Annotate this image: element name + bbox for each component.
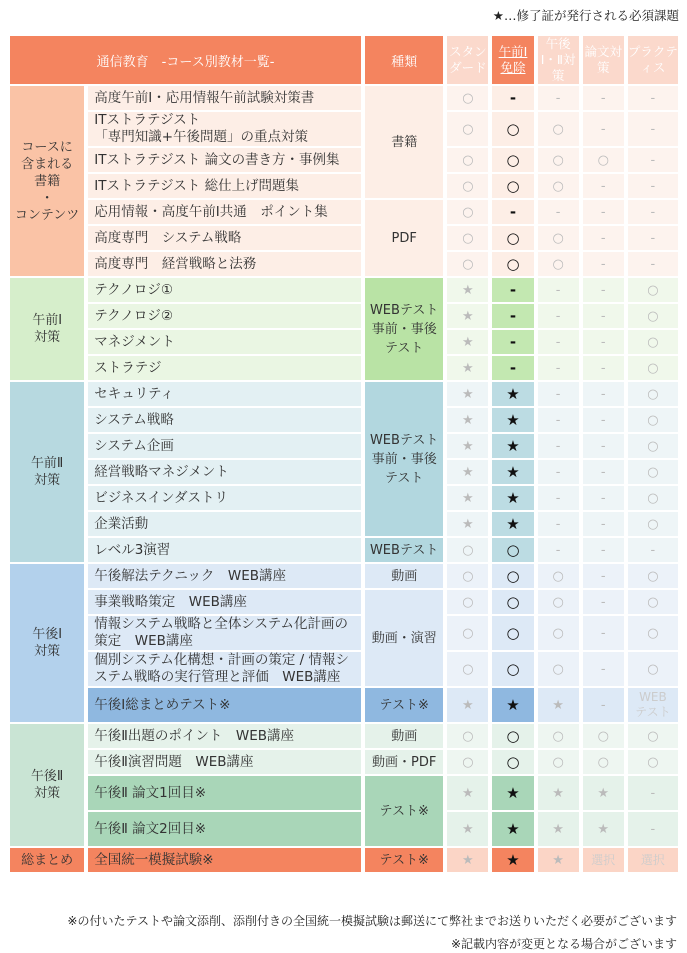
circle-icon: ○ — [492, 226, 533, 250]
circle-icon: ○ — [447, 112, 488, 146]
header-row — [10, 36, 678, 84]
star-icon: ★ — [538, 688, 579, 722]
circle-icon: ○ — [538, 564, 579, 588]
table-row — [10, 616, 678, 650]
not-included-dash: - — [583, 356, 624, 380]
material-title: 全国統一模擬試験※ — [88, 848, 361, 872]
material-title: 高度専門 経営戦略と法務 — [88, 252, 361, 276]
material-title: テクノロジ② — [88, 304, 361, 328]
material-title: ITストラテジスト 「専門知識+午後問題」の重点対策 — [88, 112, 361, 146]
material-type: WEBテスト — [365, 538, 443, 562]
course-header-ronbun: 論文対策 — [583, 36, 624, 84]
material-title: テクノロジ① — [88, 278, 361, 302]
table-row — [10, 86, 678, 110]
material-type: WEBテスト 事前・事後 テスト — [365, 382, 443, 536]
not-included-dash: - — [583, 252, 624, 276]
section-group-label: 午前Ⅱ 対策 — [10, 382, 84, 562]
circle-icon: ○ — [628, 616, 678, 650]
star-icon: ★ — [583, 776, 624, 810]
table-row — [10, 356, 678, 380]
circle-icon: ○ — [628, 408, 678, 432]
star-icon: ★ — [492, 812, 533, 846]
material-title: セキュリティ — [88, 382, 361, 406]
table-row — [10, 512, 678, 536]
circle-icon: ○ — [447, 564, 488, 588]
material-title: 高度専門 システム戦略 — [88, 226, 361, 250]
circle-icon: ○ — [628, 750, 678, 774]
material-title: ITストラテジスト 総仕上げ問題集 — [88, 174, 361, 198]
table-row — [10, 812, 678, 846]
circle-icon: ○ — [492, 724, 533, 748]
type-header: 種類 — [365, 36, 443, 84]
availability-text: 選択 — [628, 848, 678, 872]
not-included-dash: - — [538, 278, 579, 302]
course-header-practice: プラクティス — [628, 36, 678, 84]
circle-icon: ○ — [492, 590, 533, 614]
table-row — [10, 330, 678, 354]
not-included-dash: - — [583, 330, 624, 354]
star-icon: ★ — [447, 776, 488, 810]
not-included-dash: - — [583, 408, 624, 432]
material-title: システム戦略 — [88, 408, 361, 432]
course-materials-table — [6, 34, 682, 874]
star-icon: ★ — [538, 776, 579, 810]
material-title: 午後Ⅰ総まとめテスト※ — [88, 688, 361, 722]
star-icon: ★ — [447, 278, 488, 302]
not-included-dash: - — [628, 252, 678, 276]
not-included-dash: - — [628, 226, 678, 250]
section-group-label: 午後Ⅱ 対策 — [10, 724, 84, 846]
circle-icon: ○ — [447, 750, 488, 774]
star-icon: ★ — [583, 812, 624, 846]
availability-text: WEB テスト — [628, 688, 678, 722]
material-title: システム企画 — [88, 434, 361, 458]
circle-icon: ○ — [538, 226, 579, 250]
star-icon: ★ — [492, 460, 533, 484]
circle-icon: ○ — [492, 616, 533, 650]
star-icon: ★ — [447, 812, 488, 846]
star-icon: ★ — [492, 776, 533, 810]
material-title: レベル3演習 — [88, 538, 361, 562]
not-included-dash: - — [583, 174, 624, 198]
circle-icon: ○ — [538, 252, 579, 276]
table-row — [10, 564, 678, 588]
table-row — [10, 200, 678, 224]
table-row — [10, 174, 678, 198]
not-included-dash: - — [538, 512, 579, 536]
circle-icon: ○ — [447, 226, 488, 250]
star-icon: ★ — [492, 486, 533, 510]
circle-icon: ○ — [583, 750, 624, 774]
circle-icon: ○ — [492, 112, 533, 146]
section-group-label: 午後Ⅰ 対策 — [10, 564, 84, 722]
material-title: 情報システム戦略と全体システム化計画の 策定 WEB講座 — [88, 616, 361, 650]
not-included-dash: - — [538, 356, 579, 380]
circle-icon: ○ — [492, 174, 533, 198]
circle-icon: ○ — [628, 356, 678, 380]
circle-icon: ○ — [492, 148, 533, 172]
material-type: PDF — [365, 200, 443, 276]
not-included-dash: - — [492, 356, 533, 380]
star-icon: ★ — [447, 408, 488, 432]
material-title: マネジメント — [88, 330, 361, 354]
table-row — [10, 538, 678, 562]
footer-note-mail: ※の付いたテストや論文添削、添削付きの全国統一模擬試験は郵送にて弊社までお送りいただく必要がございます — [67, 914, 677, 928]
star-icon: ★ — [492, 512, 533, 536]
not-included-dash: - — [628, 812, 678, 846]
circle-icon: ○ — [628, 564, 678, 588]
material-title: 事業戦略策定 WEB講座 — [88, 590, 361, 614]
circle-icon: ○ — [447, 200, 488, 224]
circle-icon: ○ — [492, 564, 533, 588]
section-group-label: 午前Ⅰ 対策 — [10, 278, 84, 380]
circle-icon: ○ — [628, 278, 678, 302]
not-included-dash: - — [583, 200, 624, 224]
star-icon: ★ — [447, 688, 488, 722]
circle-icon: ○ — [628, 434, 678, 458]
not-included-dash: - — [583, 564, 624, 588]
not-included-dash: - — [628, 174, 678, 198]
not-included-dash: - — [628, 148, 678, 172]
circle-icon: ○ — [628, 652, 678, 686]
not-included-dash: - — [538, 460, 579, 484]
circle-icon: ○ — [447, 724, 488, 748]
course-header-gozen1-menjo: 午前Ⅰ免除 — [492, 36, 533, 84]
circle-icon: ○ — [447, 590, 488, 614]
circle-icon: ○ — [628, 304, 678, 328]
table-row — [10, 848, 678, 872]
not-included-dash: - — [583, 512, 624, 536]
star-icon: ★ — [447, 434, 488, 458]
material-type: 動画・演習 — [365, 590, 443, 686]
star-icon: ★ — [447, 330, 488, 354]
section-group-label: 総まとめ — [10, 848, 84, 872]
star-icon: ★ — [447, 304, 488, 328]
table-row — [10, 590, 678, 614]
material-title: 企業活動 — [88, 512, 361, 536]
table-row — [10, 434, 678, 458]
material-title: 午後Ⅱ 論文2回目※ — [88, 812, 361, 846]
section-group-label: コースに 含まれる 書籍 ・ コンテンツ — [10, 86, 84, 276]
course-header-gogo-taisaku: 午後Ⅰ・Ⅱ対策 — [538, 36, 579, 84]
table-row — [10, 148, 678, 172]
not-included-dash: - — [492, 304, 533, 328]
table-row — [10, 652, 678, 686]
circle-icon: ○ — [447, 148, 488, 172]
star-icon: ★ — [447, 356, 488, 380]
circle-icon: ○ — [538, 652, 579, 686]
not-included-dash: - — [538, 538, 579, 562]
material-type: WEBテスト 事前・事後 テスト — [365, 278, 443, 380]
footer-note-change: ※記載内容が変更となる場合がございます — [450, 937, 677, 951]
table-row — [10, 408, 678, 432]
not-included-dash: - — [538, 408, 579, 432]
star-icon: ★ — [492, 382, 533, 406]
circle-icon: ○ — [538, 616, 579, 650]
material-title: 高度午前Ⅰ・応用情報午前試験対策書 — [88, 86, 361, 110]
star-icon: ★ — [447, 460, 488, 484]
circle-icon: ○ — [447, 616, 488, 650]
material-title: 午後Ⅱ演習問題 WEB講座 — [88, 750, 361, 774]
table-row — [10, 688, 678, 722]
table-row — [10, 252, 678, 276]
material-title: ビジネスインダストリ — [88, 486, 361, 510]
star-icon: ★ — [447, 512, 488, 536]
circle-icon: ○ — [447, 86, 488, 110]
table-row — [10, 750, 678, 774]
material-title: 応用情報・高度午前Ⅰ共通 ポイント集 — [88, 200, 361, 224]
material-title: 午後解法テクニック WEB講座 — [88, 564, 361, 588]
not-included-dash: - — [583, 688, 624, 722]
circle-icon: ○ — [538, 148, 579, 172]
material-type: テスト※ — [365, 776, 443, 846]
not-included-dash: - — [628, 112, 678, 146]
not-included-dash: - — [583, 226, 624, 250]
circle-icon: ○ — [628, 460, 678, 484]
material-title: ITストラテジスト 論文の書き方・事例集 — [88, 148, 361, 172]
circle-icon: ○ — [492, 652, 533, 686]
circle-icon: ○ — [492, 538, 533, 562]
not-included-dash: - — [538, 330, 579, 354]
course-header-standard: スタンダード — [447, 36, 488, 84]
circle-icon: ○ — [492, 750, 533, 774]
star-icon: ★ — [447, 486, 488, 510]
not-included-dash: - — [583, 590, 624, 614]
table-row — [10, 776, 678, 810]
not-included-dash: - — [583, 382, 624, 406]
not-included-dash: - — [538, 486, 579, 510]
not-included-dash: - — [538, 382, 579, 406]
star-icon: ★ — [538, 812, 579, 846]
circle-icon: ○ — [628, 486, 678, 510]
table-row — [10, 304, 678, 328]
circle-icon: ○ — [538, 590, 579, 614]
not-included-dash: - — [628, 538, 678, 562]
table-row — [10, 278, 678, 302]
material-title: 個別システム化構想・計画の策定 / 情報シ ステム戦略の実行管理と評価 WEB講座 — [88, 652, 361, 686]
circle-icon: ○ — [538, 724, 579, 748]
not-included-dash: - — [628, 776, 678, 810]
not-included-dash: - — [583, 652, 624, 686]
circle-icon: ○ — [538, 174, 579, 198]
material-title: ストラテジ — [88, 356, 361, 380]
star-icon: ★ — [447, 848, 488, 872]
star-icon: ★ — [492, 434, 533, 458]
material-type: 動画 — [365, 564, 443, 588]
not-included-dash: - — [538, 200, 579, 224]
material-type: 動画・PDF — [365, 750, 443, 774]
star-icon: ★ — [492, 408, 533, 432]
circle-icon: ○ — [583, 724, 624, 748]
material-type: テスト※ — [365, 688, 443, 722]
circle-icon: ○ — [447, 174, 488, 198]
not-included-dash: - — [583, 278, 624, 302]
not-included-dash: - — [628, 200, 678, 224]
table-title: 通信教育 -コース別教材一覧- — [10, 36, 361, 84]
not-included-dash: - — [583, 434, 624, 458]
not-included-dash: - — [492, 330, 533, 354]
star-icon: ★ — [492, 688, 533, 722]
not-included-dash: - — [492, 86, 533, 110]
not-included-dash: - — [492, 200, 533, 224]
not-included-dash: - — [583, 112, 624, 146]
material-type: テスト※ — [365, 848, 443, 872]
not-included-dash: - — [628, 86, 678, 110]
star-icon: ★ — [447, 382, 488, 406]
circle-icon: ○ — [628, 330, 678, 354]
material-type: 動画 — [365, 724, 443, 748]
material-type: 書籍 — [365, 86, 443, 198]
table-row — [10, 724, 678, 748]
not-included-dash: - — [538, 86, 579, 110]
circle-icon: ○ — [447, 252, 488, 276]
circle-icon: ○ — [447, 538, 488, 562]
not-included-dash: - — [583, 538, 624, 562]
table-row — [10, 382, 678, 406]
circle-icon: ○ — [628, 724, 678, 748]
table-row — [10, 226, 678, 250]
table-row — [10, 486, 678, 510]
circle-icon: ○ — [492, 252, 533, 276]
table-row — [10, 460, 678, 484]
circle-icon: ○ — [583, 148, 624, 172]
circle-icon: ○ — [447, 652, 488, 686]
not-included-dash: - — [538, 434, 579, 458]
material-title: 午後Ⅱ 論文1回目※ — [88, 776, 361, 810]
not-included-dash: - — [492, 278, 533, 302]
star-icon: ★ — [538, 848, 579, 872]
material-title: 経営戦略マネジメント — [88, 460, 361, 484]
not-included-dash: - — [583, 486, 624, 510]
circle-icon: ○ — [628, 512, 678, 536]
not-included-dash: - — [583, 616, 624, 650]
circle-icon: ○ — [538, 112, 579, 146]
not-included-dash: - — [538, 304, 579, 328]
circle-icon: ○ — [538, 750, 579, 774]
circle-icon: ○ — [628, 590, 678, 614]
not-included-dash: - — [583, 86, 624, 110]
star-icon: ★ — [492, 848, 533, 872]
not-included-dash: - — [583, 460, 624, 484]
legend-note: ★…修了証が発行される必須課題 — [492, 8, 679, 23]
material-title: 午後Ⅱ出題のポイント WEB講座 — [88, 724, 361, 748]
table-row — [10, 112, 678, 146]
availability-text: 選択 — [583, 848, 624, 872]
circle-icon: ○ — [628, 382, 678, 406]
not-included-dash: - — [583, 304, 624, 328]
